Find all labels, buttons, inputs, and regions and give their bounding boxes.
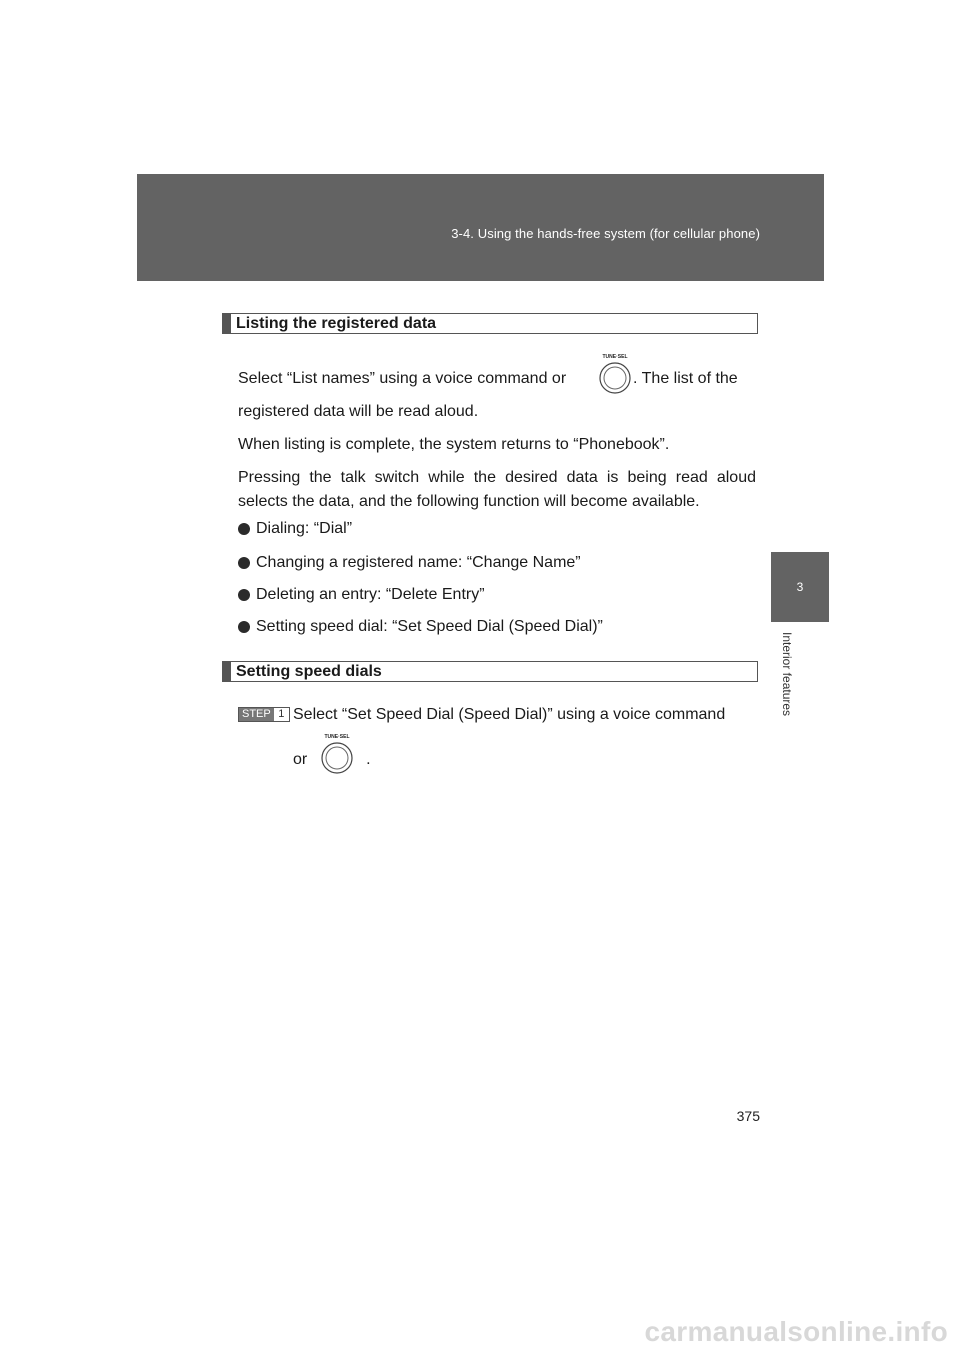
list-item-text: Dialing: “Dial” <box>256 520 353 537</box>
list-item <box>238 553 581 573</box>
list-item-text: Setting speed dial: “Set Speed Dial (Speed Dial)” <box>256 618 603 635</box>
section-heading-listing: Listing the registered data <box>222 313 758 334</box>
watermark: carmanualsonline.info <box>644 1316 948 1347</box>
list-item <box>238 617 603 637</box>
step-text: Select “Set Speed Dial (Speed Dial)” using a voice command <box>293 706 726 723</box>
listing-para2: When listing is complete, the system returns to “Phonebook”. <box>238 436 670 453</box>
chapter-tab <box>771 552 829 622</box>
step-end: . <box>366 751 371 768</box>
tune-sel-knob-icon <box>317 733 357 775</box>
tune-sel-knob-label: TUNE·SEL <box>602 354 628 360</box>
step-label: STEP <box>239 708 274 721</box>
tune-sel-knob-label: TUNE·SEL <box>324 734 350 740</box>
chapter-label: Interior features <box>780 632 794 717</box>
list-item-text: Deleting an entry: “Delete Entry” <box>256 586 485 603</box>
list-item <box>238 519 352 539</box>
page-number: 375 <box>736 1108 760 1124</box>
header-title: 3-4. Using the hands-free system (for cellular phone) <box>451 226 760 241</box>
tune-sel-knob-icon <box>595 353 635 395</box>
header-band <box>137 174 824 281</box>
chapter-number: 3 <box>796 580 804 594</box>
list-item <box>238 585 485 605</box>
bullet-dot-icon <box>238 589 250 601</box>
bullet-dot-icon <box>238 621 250 633</box>
listing-line2: registered data will be read aloud. <box>238 403 479 420</box>
listing-line1 <box>238 367 758 391</box>
listing-line1-after: . The list of the <box>633 370 738 387</box>
listing-line1-before: Select “List names” using a voice command or <box>238 370 567 387</box>
list-item-text: Changing a registered name: “Change Name” <box>256 554 581 571</box>
step-number: 1 <box>278 708 285 720</box>
listing-para3: Pressing the talk switch while the desired data is being read aloud selects the data, and the following function will become available. <box>238 469 756 510</box>
section-heading-speed-dials: Setting speed dials <box>222 661 758 682</box>
bullet-dot-icon <box>238 523 250 535</box>
step-badge <box>238 707 290 722</box>
step-or: or <box>293 751 308 768</box>
bullet-dot-icon <box>238 557 250 569</box>
